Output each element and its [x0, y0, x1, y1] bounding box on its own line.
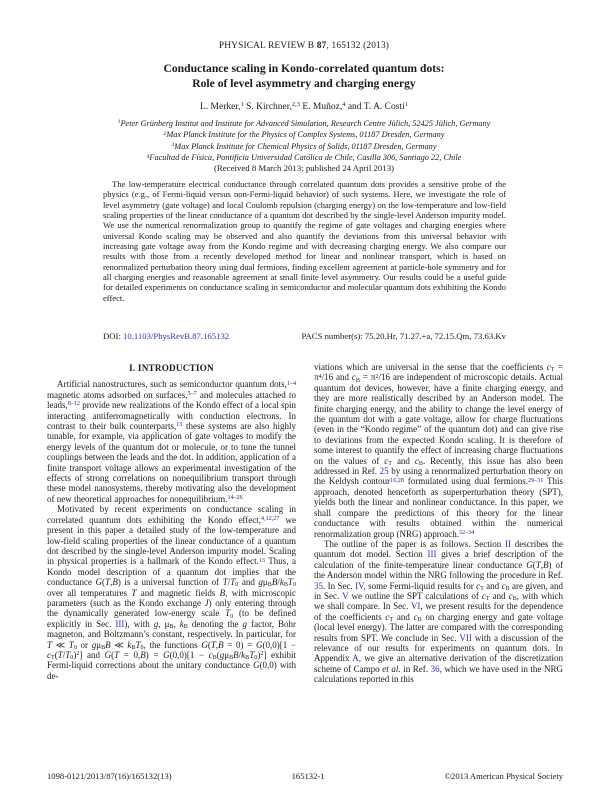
footer-page-number: 165132-1 — [291, 771, 325, 781]
doi-pacs-row — [103, 331, 506, 341]
paper-title-line-1: Conductance scaling in Kondo-correlated quantum dots: — [163, 62, 445, 75]
doi-label: DOI: — [103, 331, 121, 341]
pacs-numbers: PACS number(s): 75.20.Hr, 71.27.+a, 72.15.Qm, 73.63.Kv — [301, 331, 506, 341]
paper-title-line-2: Role of level asymmetry and charging energy — [192, 76, 416, 90]
paper-title — [0, 62, 608, 91]
intro-paragraph-1: Artificial nanostructures, such as semiconductor quantum dots,$^{1-4}$ magnetic atoms adsorbed on surfaces,$^{5-7}$ and molecules attached to leads,$^{8-12}$ provide new realizations of the Kondo effect of a local spin interacting antiferromagnetically with conduction electrons. In contrast to their bulk counterparts,$^{13}$ these systems are also highly tunable, for example, via application of gate voltages to modify the energy levels of the quantum dot or molecule, or to tune the tunnel couplings between the leads and the dot. In addition, application of a finite transport voltage allows an experimental investigation of the effects of strong correlations on nonequilibrium transport through these model nanosystems, thereby motivating also the development of new theoretical approaches for nonequilibrium.$^{14-26}$ — [47, 379, 296, 504]
left-column — [47, 362, 296, 685]
intro-paragraph-2-continued: viations which are universal in the sense that the coefficients $c_T = \pi^4/16$ and $c_B = \pi^2/16$ are independent of microscopic details. Actual quantum dot devices, however, have a finite charging energy, and they are more realistically described by an Anderson model. The finite charging energy, and the ability to change the level energy of the quantum dot with a gate voltage, allow for charge fluctuations (even in the “Kondo regime” of the quantum dot) and can give rise to deviations from the expected Kondo scaling. It is therefore of some interest to quantify the effect of increasing charge fluctuations on the values of $c_T$ and $c_B$. Recently, this issue has also been addressed in Ref. 25 by using a renormalized perturbation theory on the Keldysh contour$^{16,28}$ formulated using dual fermions.$^{29-31}$ This approach, denoted henceforth as superperturbation theory (SPT), yields both the linear and nonlinear conductance. In this paper, we shall compare the predictions of this theory for the linear conductance with results obtained within the numerical renormalization group (NRG) approach.$^{32-34}$ — [314, 362, 564, 539]
authors-line: L. Merker,$^1$ S. Kirchner,$^{2,3}$ E. Muñoz,$^4$ and T. A. Costi$^1$ — [200, 101, 408, 112]
two-column-body — [47, 362, 563, 685]
received-line: (Received 8 March 2013; published 24 April 2013) — [213, 163, 395, 173]
right-column — [314, 362, 563, 685]
section-heading-introduction: I. INTRODUCTION — [129, 363, 214, 373]
footer-copyright: ©2013 American Physical Society — [444, 771, 563, 781]
affiliations-block — [0, 118, 608, 164]
affiliation-4: $^4$Facultad de Física, Pontificia Universidad Católica de Chile, Casilla 306, Santiago 22, Chile — [146, 153, 462, 163]
affiliation-1: $^1$Peter Grünberg Institut and Institute for Advanced Simulation, Research Centre Jülich, 52425 Jülich, Germany — [117, 119, 491, 128]
outline-paragraph: The outline of the paper is as follows. Section II describes the quantum dot model. Section III gives a brief description of the calculation of the finite-temperature linear conductance G(T,B) of the Anderson model within the NRG following the procedure in Ref. 35. In Sec. IV, some Fermi-liquid results for $c_T$ and $c_B$ are given, and in Sec. V we outline the SPT calculations of $c_T$ and $c_B$, with which we shall compare. In Sec. VI, we present results for the dependence of the coefficients $c_T$ and $c_B$ on charging energy and gate voltage (local level energy). The latter are compared with the corresponding results from SPT. We conclude in Sec. VII with a discussion of the relevance of our results for experiments on quantum dots. In Appendix A, we give an alternative derivation of the discretization scheme of Campo et al. in Ref. 36, which we have used in the NRG calculations reported in this — [314, 538, 564, 685]
footer-issn: 1098-0121/2013/87(16)/165132(13) — [47, 771, 172, 781]
journal-header: PHYSICAL REVIEW B 87, 165132 (2013) — [218, 41, 390, 51]
intro-paragraph-2: Motivated by recent experiments on conductance scaling in correlated quantum dots exhibiting the Kondo effect,$^{4,12,27}$ we present in this paper a detailed study of the low-temperature and low-field scaling properties of the linear conductance of a quantum dot described by the single-level Anderson impurity model. Scaling in physical properties is a hallmark of the Kondo effect.$^{13}$ Thus, a Kondo model description of a quantum dot implies that the conductance G(T,B) is a universal function of $T/T_0$ and $g\mu_BB/k_BT_0$ over all temperatures T and magnetic fields B, with microscopic parameters (such as the Kondo exchange J) only entering through the dynamically generated low-energy scale $T_0$ (to be defined explicitly in Sec. III), with g, $\mu_B$, $k_B$ denoting the g factor, Bohr magneton, and Boltzmann’s constant, respectively. In particular, for T ≪ $T_0$ or $g\mu_BB$ ≪ $k_BT_0$, the functions $G(T,B = 0) = G(0,0)[1 - c_T(T/T_0)^2]$ and $G(T = 0,B) = G(0,0)[1 - c_B(g\mu_BB/k_BT_0)^2]$ exhibit Fermi-liquid corrections about the unitary conductance G(0,0) with de- — [47, 504, 297, 681]
affiliation-3: $^3$Max Planck Institute for Chemical Physics of Solids, 01187 Dresden, Germany — [171, 141, 437, 151]
doi-line — [103, 331, 229, 341]
affiliation-2: $^2$Max Planck Institute for the Physics of Complex Systems, 01187 Dresden, Germany — [163, 130, 445, 140]
abstract-text: The low-temperature electrical conductance through correlated quantum dots provides a sensitive probe of the physics (e.g., of Fermi-liquid versus non-Fermi-liquid behavior) of such systems. Here, we investigate the role of level asymmetry (gate voltage) and local Coulomb repulsion (charging energy) on the low-temperature and low-field scaling properties of the linear conductance of a quantum dot described by the single-level Anderson impurity model. We use the numerical renormalization group to quantify the regime of gate voltages and charging energies where universal Kondo scaling may be observed and also quantify the deviations from this universal behavior with increasing gate voltage away from the Kondo regime and with decreasing charging energy. We also compare our results with those from a recently developed method for linear and nonlinear transport, which is based on renormalized perturbation theory using dual fermions, finding excellent agreement at particle-hole symmetry and for all charging energies and reasonable agreement at small finite level asymmetry. Our results could be a useful guide for detailed experiments on conductance scaling in semiconductor and molecular quantum dots exhibiting the Kondo effect. — [103, 179, 506, 303]
doi-link[interactable]: 10.1103/PhysRevB.87.165132 — [123, 331, 230, 341]
abstract — [103, 179, 506, 303]
page-footer — [47, 771, 563, 781]
